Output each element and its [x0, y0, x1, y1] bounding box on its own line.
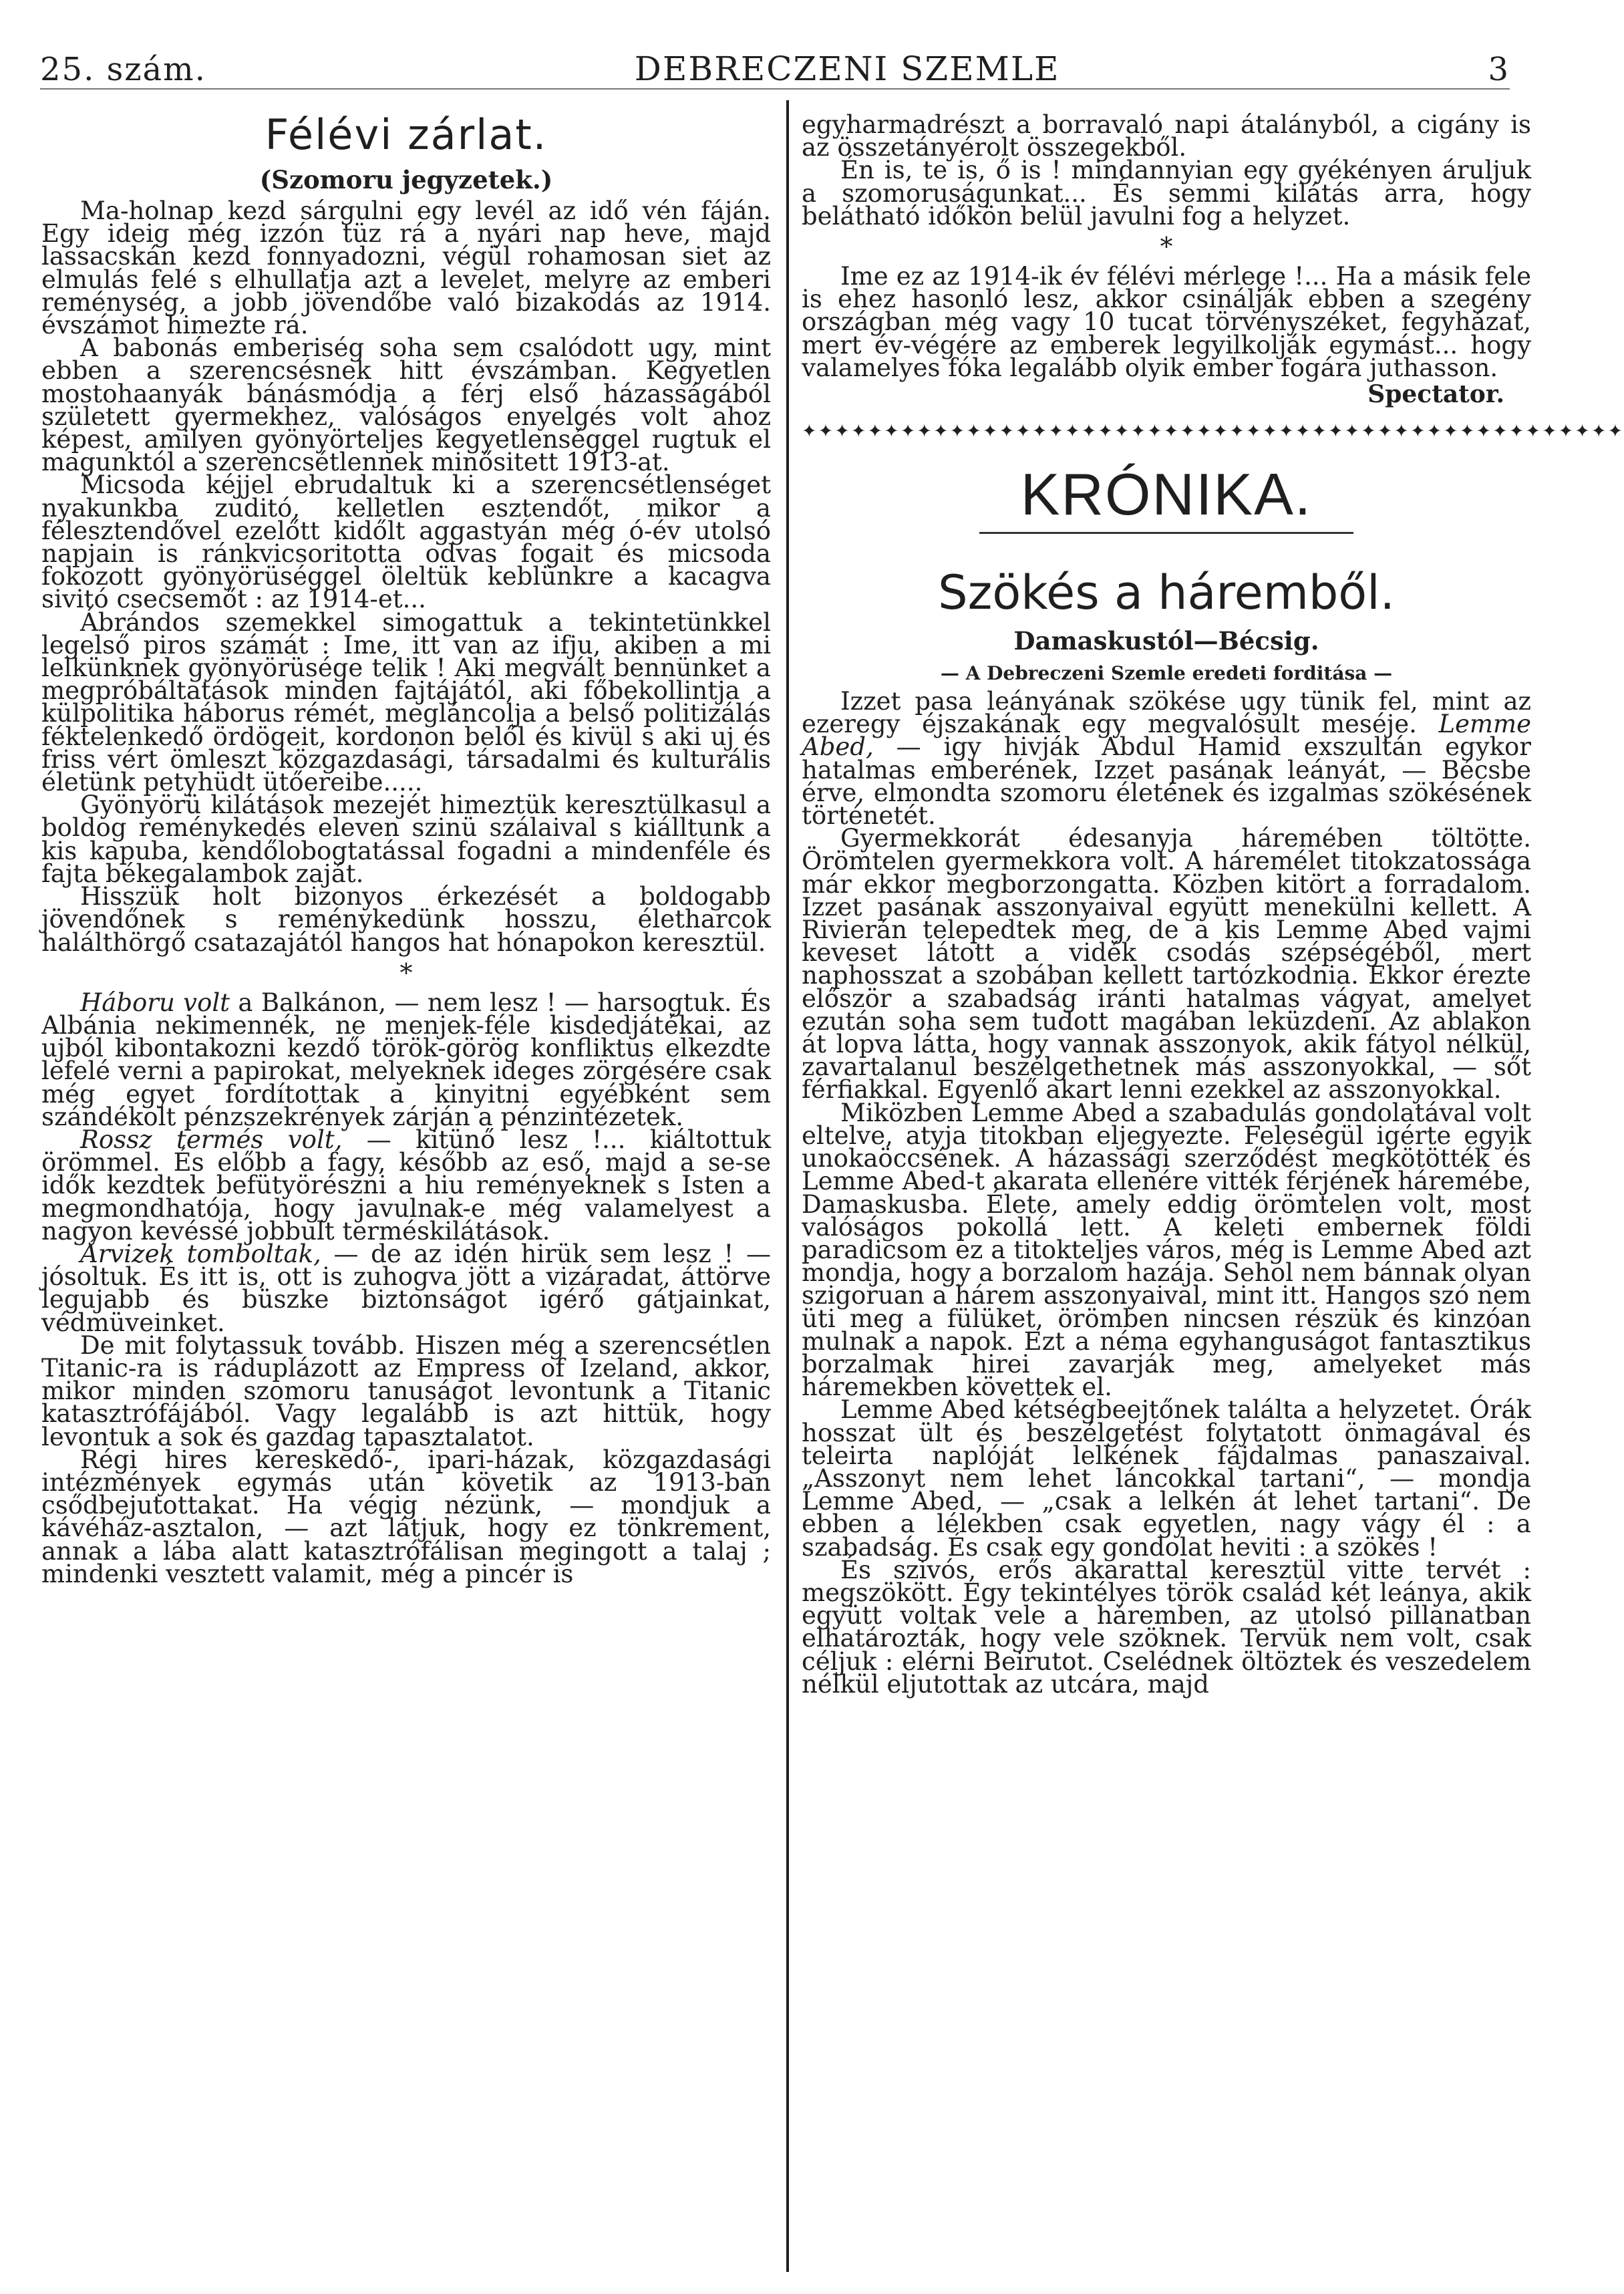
issue-number: 25. szám. [40, 51, 206, 88]
translation-note: — A Debreczeni Szemle eredeti forditása — [940, 662, 1393, 685]
paragraph [41, 1239, 771, 1337]
ornament-rule: ✦✦✦✦✦✦✦✦✦✦✦✦✦✦✦✦✦✦✦✦✦✦✦✦✦✦✦✦✦✦✦✦✦✦✦✦✦✦✦✦✦✦✦✦✦✦✦✦✦✦ [802, 421, 1624, 442]
journal-title: DEBRECZENI SZEMLE [634, 49, 1060, 88]
paragraph: Micsoda kéjjel ebrudaltuk ki a szerencsétlenséget nyakunkba zuditó, kelletlen esztendőt, mikor a félesztendővel ezelőtt kidőlt aggastyán még ó-év utolsó napjain is ránkvicsoritotta odvas fogait és micsoda fokozott gyönyörüséggel öleltük keblünkre a kacagva sivitó csecsemőt : az 1914-et... [41, 470, 771, 614]
section-title: KRÓNIKA. [979, 457, 1353, 534]
right-column [802, 110, 1624, 1699]
paragraph [41, 1125, 771, 1246]
story-subtitle: Damaskustól—Bécsig. [1013, 626, 1319, 656]
paragraph-text: — igy hivják Abdul Hamid exszultán egykor hatalmas emberének, Izzet pasának leányát, — Bécsbe érve, elmondta szomoru életének és izgalmas szökésének történetét. [802, 732, 1531, 831]
article-title: Félévi zárlat. [265, 110, 548, 159]
paragraph [802, 687, 1531, 831]
emphasis: Háboru volt [80, 988, 230, 1017]
page-number: 3 [1488, 51, 1510, 88]
paragraph: De mit folytassuk tovább. Hiszen még a szerencsétlen Titanic-ra is ráduplázott az Empress of Izeland, akkor, mikor minden szomoru tanuságot levontunk a Titanic katasztrófájából. Vagy legalább is azt hittük, hogy levontuk a sok és gazdag tapasztalatot. [41, 1330, 771, 1451]
paragraph: Gyermekkorát édesanyja háremében töltötte. Örömtelen gyermekkora volt. A háremélet titokzatossága már ekkor megborzongatta. Közben kitört a forradalom. Izzet pasának asszonyaival együtt menekülni kellett. A Rivierán telepedtek meg, de a kis Lemme Abed vajmi keveset látott a vidék csodás szépségéből, mert naphosszat a szobában kellett tartózkodnia. Ekkor érezte először a szabadság iránti hatalmas vágyat, amelyet ezután soha sem tudott magában leküzdeni. Az ablakon át lopva látta, hogy vannak asszonyok, akik fátyol nélkül, zavartalanul beszélgethetnek más asszonyokkal, — sőt férfiakkal. Egyenlő akart lenni ezekkel az asszonyokkal. [802, 824, 1531, 1105]
story-title: Szökés a háremből. [938, 565, 1395, 621]
paragraph: És szivós, erős akarattal keresztül vitte tervét : megszökött. Egy tekintélyes török család két leánya, akik együtt voltak vele a háremben, az utolsó pillanatban elhatározták, hogy vele szöknek. Tervük nem volt, csak céljuk : elérni Beirutot. Cselédnek öltöztek és veszedelem nélkül eljutottak az utcára, majd [802, 1555, 1531, 1699]
emphasis: Rossz termés volt, [80, 1125, 343, 1154]
column-divider [786, 100, 789, 2272]
paragraph: Miközben Lemme Abed a szabadulás gondolatával volt eltelve, atyja titokban eljegyezte. Feleségül igérte egyik unokaöccsének. A házassági szerződést megkötötték és Lemme Abed-t akarata ellenére vitték férjének háremébe, Damaskusba. Élete, amely eddig örömtelen volt, most valóságos pokollá lett. A keleti embernek földi paradicsom ez a titokteljes város, még is Lemme Abed azt mondja, hogy a borzalom hazája. Sehol nem bánnak olyan szigoruan a hárem asszonyaival, mint itt. Hangos szó nem üti meg a fülüket, örömben nincsen részük és kinzóan mulnak a napok. Ezt a néma egyhanguságot fantasztikus borzalmak hirei zavarják meg, amelyeket más háremekben követtek el. [802, 1098, 1531, 1402]
paragraph: Gyönyörü kilátások mezejét himeztük keresztülkasul a boldog reménykedés eleven szinü szálaival s kiálltunk a kis kapuba, kendőlobogtatással fogadni a mindenféle és fajta békegalambok zaját. [41, 791, 771, 888]
emphasis: Lemme Abed, [802, 710, 1531, 762]
paragraph [41, 988, 771, 1131]
left-column [41, 110, 771, 1586]
paragraph-text: — de az idén hirük sem lesz ! — jósoltuk. És itt is, ott is zuhogva jött a vizáradat, áttörve legujabb és büszke biztonságot igérő gátjainkat, védmüveinket. [41, 1239, 771, 1337]
emphasis: Árvizek tomboltak, [80, 1239, 321, 1268]
section-star: * [1160, 232, 1173, 262]
paragraph: egyharmadrészt a borravaló napi átalányból, a cigány is az összetányérolt összegekből. [802, 110, 1531, 162]
paragraph: Ábrándos szemekkel simogattuk a tekintetünkkel legelső piros számát : Ime, itt van az ifju, akiben a mi lelkünknek gyönyörüsége telik ! Aki megvált bennünket a megpróbáltatások minden fajtájától, aki főbekollintja a külpolitika háborus rémét, megláncolja a belső politizálás féktelenkedő ördögeit, kordonon belől és kivül s aki uj és friss vért ömleszt közgazdasági, társadalmi és kulturális életünk petyhüdt ütőereibe..... [41, 607, 771, 797]
paragraph: Ma-holnap kezd sárgulni egy levél az idő vén fáján. Egy ideig még izzón tüz rá a nyári nap heve, majd lassacskán kezd fonnyadozni, végül rohamosan siet az elmulás felé s elhullatja azt a levelet, melyre az emberi reménység, a jobb jövendőbe való bizakodás az 1914. évszámot himezte rá. [41, 196, 771, 340]
paragraph: A babonás emberiség soha sem csalódott ugy, mint ebben a szerencsésnek hitt évszámban. Kegyetlen mostohaanyák bánásmódja a férj első házasságából született gyermekhez, valóságos enyelgés volt ahoz képest, amilyen gyönyörteljes kegyetlenséggel rugtuk el magunktól a szerencsétlennek minősitett 1913-at. [41, 333, 771, 477]
paragraph: Én is, te is, ő is ! mindannyian egy gyékényen áruljuk a szomoruságunkat... És semmi kilátás arra, hogy belátható időkön belül javulni fog a helyzet. [802, 156, 1531, 231]
paragraph: Lemme Abed kétségbeejtőnek találta a helyzetet. Órák hosszat ült és beszélgetést folytatott önmagával és teleirta naplóját lelkének fájdalmas panaszaival. „Asszonyt nem lehet láncokkal tartani“, — mondja Lemme Abed, — „csak a lelkén át lehet tartani“. De ebben a lélekben csak egyetlen, nagy vágy él : a szabadság. És csak egy gondolat heviti : a szökés ! [802, 1395, 1531, 1562]
page-header [40, 41, 1510, 90]
section-star: * [399, 958, 413, 988]
paragraph: Ime ez az 1914-ik év félévi mérlege !... Ha a másik fele is ehez hasonló lesz, akkor csinálják ebben a szegény országban még vagy 10 tucat törvényszéket, fegyházat, mert év-végére az emberek legyilkolják egymást... hogy valamelyes fóka legalább olyik ember fogára juthasson. [802, 262, 1531, 382]
paragraph-text: a Balkánon, — nem lesz ! — harsogtuk. És Albánia nekimennék, ne menjek-féle kisdedjátékai, az ujból kibontakozni kezdő török-görög konfliktus elkezdte lefelé verni a papirokat, melyeknek ideges zörgésére csak még egyet fordítottak a kinyitni egyébként sem szándékolt pénzszekrények zárján a pénzintézetek. [41, 988, 771, 1131]
paragraph-text: Izzet pasa leányának szökése ugy tünik fel, mint az ezeregy éjszakának egy megvalósult meséje. [802, 687, 1531, 739]
paragraph: Régi hires kereskedő-, ipari-házak, közgazdasági intézmények egymás után követik az 1913-ban csődbejutottakat. Ha végig nézünk, — mondjuk a kávéház-asztalon, — azt látjuk, hogy ez tönkrement, annak a lába alatt katasztrófálisan megingott a talaj ; mindenki vesztett valamit, még a pincér is [41, 1445, 771, 1588]
paragraph-text: — kitünő lesz !... kiáltottuk örömmel. És előbb a fagy, később az eső, majd a se-se idők kezdtek befütyörészni a hiu reményeknek s Isten a megmondhatója, hogy javulnak-e még valamelyest a nagyon kevéssé jobbult terméskilátások. [41, 1125, 771, 1246]
signature: Spectator. [1367, 380, 1504, 409]
paragraph: Hisszük holt bizonyos érkezését a boldogabb jövendőnek s reménykedünk hosszu, életharcok halálthörgő csatazajától hangos hat hónapokon keresztül. [41, 882, 771, 957]
article-subtitle: (Szomoru jegyzetek.) [259, 165, 553, 194]
